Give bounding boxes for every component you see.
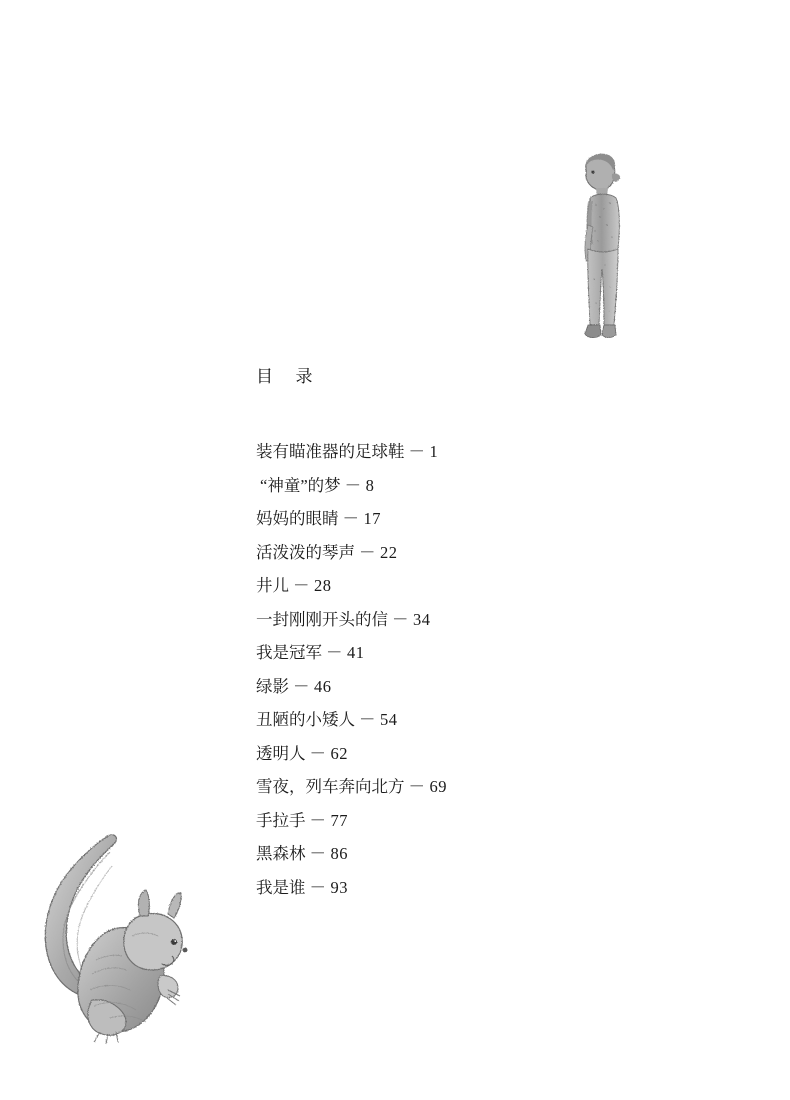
toc-entry-dash: － (359, 710, 376, 729)
toc-title-char-1: 目 (256, 367, 274, 386)
toc-entry[interactable] (256, 703, 676, 737)
toc-entry-dash: － (359, 542, 376, 562)
toc-entry[interactable] (256, 536, 676, 570)
toc-entry[interactable] (256, 502, 676, 536)
toc-entry-title: 绿影 (256, 676, 289, 696)
toc-entry-page: 62 (330, 743, 348, 763)
toc-entry-dash: － (293, 576, 310, 595)
toc-entry-title: 黑森林 (256, 844, 306, 863)
toc-entry-title: 我是冠军 (256, 643, 322, 662)
toc-entry-page: 46 (314, 676, 332, 696)
toc-entry-title: 我是谁 (256, 877, 306, 897)
toc-entry-title: 雪夜，列车奔向北方 (256, 777, 405, 796)
toc-entry-page: 77 (330, 810, 348, 830)
toc-entry[interactable] (256, 569, 676, 603)
toc-entry-dash: － (342, 509, 360, 528)
table-of-contents (256, 362, 676, 904)
toc-entry-dash: － (408, 442, 426, 461)
toc-entry-title: 妈妈的眼睛 (256, 509, 339, 528)
toc-entry[interactable] (256, 469, 676, 503)
toc-entry[interactable] (256, 603, 676, 637)
toc-entry-title: 手拉手 (256, 810, 306, 830)
toc-entry-page: 28 (314, 576, 332, 595)
toc-entry-dash: － (344, 475, 362, 495)
toc-entry-page: 17 (363, 509, 381, 528)
toc-entry-page: 41 (347, 643, 365, 662)
toc-entry[interactable] (256, 636, 676, 670)
toc-entry[interactable] (256, 670, 676, 704)
toc-entry-title: 活泼泼的琴声 (256, 542, 355, 562)
squirrel-illustration (22, 820, 212, 1055)
toc-entry[interactable] (256, 871, 676, 905)
toc-entry-title: 一封刚刚开头的信 (256, 609, 388, 629)
toc-entry-dash: － (309, 810, 327, 830)
toc-entry-page: 1 (429, 442, 439, 461)
toc-entry-page: 54 (380, 710, 398, 729)
toc-entry-dash: － (326, 643, 343, 662)
toc-entry-title: 透明人 (256, 743, 306, 763)
toc-entry[interactable] (256, 804, 676, 838)
toc-entry[interactable] (256, 435, 676, 469)
toc-entry-page: 69 (429, 777, 447, 796)
toc-title-char-2: 录 (295, 367, 313, 386)
toc-entry[interactable] (256, 737, 676, 771)
toc-entry-page: 86 (330, 844, 348, 863)
toc-entry-dash: － (309, 743, 327, 763)
toc-entry-title: 丑陋的小矮人 (256, 710, 355, 729)
toc-entry[interactable] (256, 770, 676, 804)
toc-entry-title: 装有瞄准器的足球鞋 (256, 442, 405, 461)
toc-entry-page: 93 (330, 877, 348, 897)
toc-entry-title: 井儿 (256, 576, 289, 595)
toc-entry-page: 22 (380, 542, 398, 562)
toc-entry[interactable] (256, 837, 676, 871)
boy-illustration (560, 145, 640, 360)
toc-entry-dash: － (293, 676, 310, 696)
toc-entry-page: 34 (413, 609, 431, 629)
toc-entry-dash: － (309, 877, 327, 897)
toc-entry-dash: － (309, 844, 327, 863)
toc-entry-page: 8 (365, 475, 375, 495)
toc-entry-dash: － (392, 609, 409, 629)
page-title (256, 362, 676, 387)
toc-entry-title: “神童”的梦 (260, 475, 341, 495)
toc-entry-list (256, 435, 676, 904)
toc-entry-dash: － (408, 777, 426, 796)
